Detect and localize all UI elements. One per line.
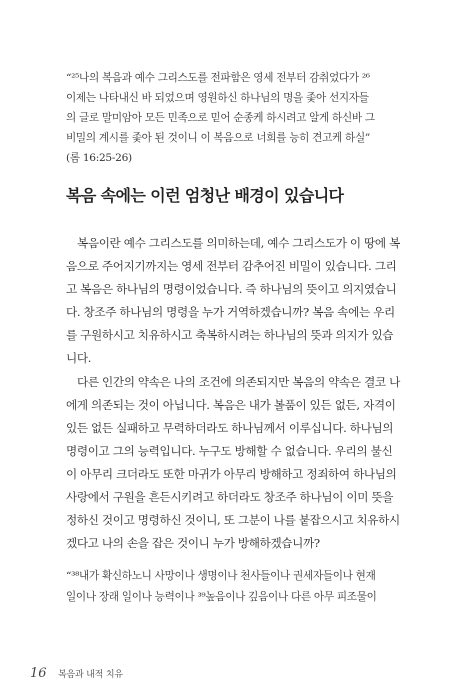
body-line: 겠다고 나의 손을 잡은 것이니 누가 방해하겠습니까? xyxy=(66,536,320,551)
body-text xyxy=(66,232,400,555)
body-line: 니다. xyxy=(66,351,92,366)
body-line: 이 아무리 크더라도 또한 마귀가 아무리 방해하고 정죄하여 하나님의 xyxy=(66,466,397,481)
running-title: 복음과 내적 치유 xyxy=(58,670,123,680)
section-heading: 복음 속에는 이런 엄청난 배경이 있습니다 xyxy=(66,186,344,205)
body-line: 명령이고 그의 능력입니다. 누구도 방해할 수 없습니다. 우리의 불신 xyxy=(66,443,393,458)
quote-line: “²⁵나의 복음과 예수 그리스도를 전파함은 영세 전부터 감취었다가 ²⁶ xyxy=(66,72,370,84)
scripture-quote xyxy=(66,68,388,168)
page-footer xyxy=(30,666,123,681)
body-line: 다. 창조주 하나님의 명령을 누가 거역하겠습니까? 복음 속에는 우리 xyxy=(66,305,395,320)
verse-line: “³⁸내가 확신하노니 사망이나 생명이나 천사들이나 권세자들이나 현재 xyxy=(66,570,376,582)
body-line: 정하신 것이고 명령하신 것이니, 또 그분이 나를 붙잡으시고 치유하시 xyxy=(66,513,400,528)
scripture-verse xyxy=(66,566,388,608)
body-line: 음으로 주어지기까지는 영세 전부터 감추어진 비밀이 있습니다. 그리 xyxy=(66,259,397,274)
verse-line: 일이나 장래 일이나 능력이나 ³⁹높음이나 깊음이나 다른 아무 피조물이 xyxy=(66,591,377,603)
body-line: 복음이란 예수 그리스도를 의미하는데, 예수 그리스도가 이 땅에 복 xyxy=(77,236,400,250)
quote-line: 비밀의 계시를 좇아 된 것이니 이 복음으로 너희를 능히 견고케 하실” xyxy=(66,132,370,144)
quote-line: 이제는 나타내신 바 되었으며 영원하신 하나님의 명을 좇아 선지자들 xyxy=(66,92,369,104)
body-line: 다른 인간의 약속은 나의 조건에 의존되지만 복음의 약속은 결코 나 xyxy=(77,374,400,389)
quote-reference: (롬 16:25-26) xyxy=(66,152,132,164)
body-line: 사랑에서 구원을 흔든시키려고 하더라도 창조주 하나님이 이미 뜻을 xyxy=(66,490,394,505)
body-line: 고 복음은 하나님의 명령이었습니다. 즉 하나님의 뜻이고 의지였습니 xyxy=(66,282,397,297)
body-line: 를 구원하시고 치유하시고 축복하시려는 하나님의 뜻과 의지가 있습 xyxy=(66,328,394,343)
quote-line: 의 글로 말미암아 모든 민족으로 믿어 순종케 하시려고 알게 하신바 그 xyxy=(66,112,375,124)
body-line: 에게 의존되는 것이 아닙니다. 복음은 내가 볼품이 있든 없든, 자격이 xyxy=(66,397,396,412)
page-number: 16 xyxy=(30,666,47,681)
body-line: 있든 없든 실패하고 무력하더라도 하나님께서 이루십니다. 하나님의 xyxy=(66,420,394,435)
